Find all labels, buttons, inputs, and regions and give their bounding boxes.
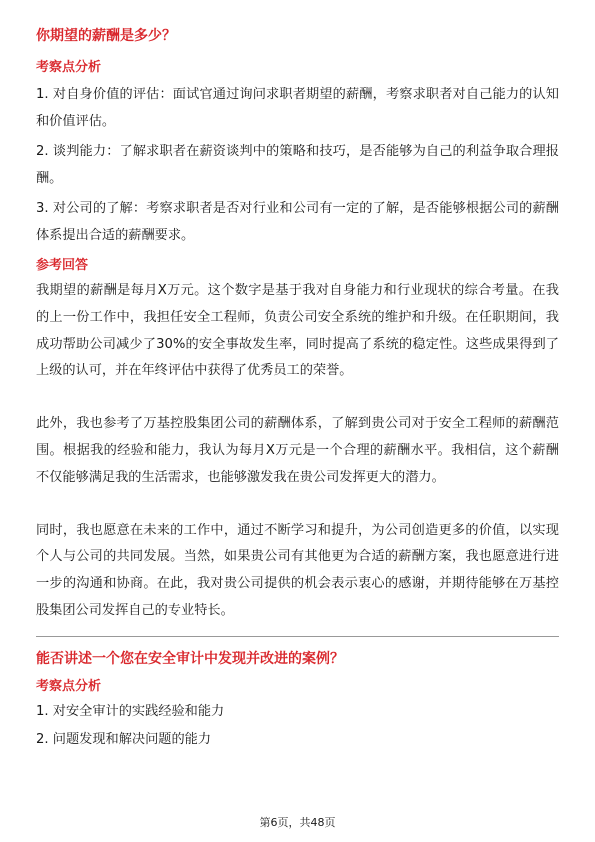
analysis-item: 3. 对公司的了解：考察求职者是否对行业和公司有一定的了解，是否能够根据公司的薪酬体系提出合适的薪酬要求。 <box>36 201 559 243</box>
analysis-item: 2. 谈判能力：了解求职者在薪资谈判中的策略和技巧，是否能够为自己的利益争取合理报酬。 <box>36 144 559 186</box>
section-divider <box>36 636 559 637</box>
analysis-heading: 考察点分析 <box>36 678 102 694</box>
answer-paragraph: 同时，我也愿意在未来的工作中，通过不断学习和提升，为公司创造更多的价值，以实现个人与公司的共同发展。当然，如果贵公司有其他更为合适的薪酬方案，我也愿意进行进一步的沟通和协商。在此，我对贵公司提供的机会表示衷心的感谢，并期待能够在万基控股集团公司发挥自己的专业特长。 <box>36 522 559 618</box>
answer-body <box>36 278 559 625</box>
analysis-list <box>36 82 559 249</box>
question-title: 你期望的薪酬是多少？ <box>36 28 176 44</box>
analysis-item: 1. 对安全审计的实践经验和能力 <box>36 703 225 719</box>
answer-heading: 参考回答 <box>36 258 89 273</box>
analysis-item: 1. 对自身价值的评估：面试官通过询问求职者期望的薪酬，考察求职者对自己能力的认知和价值评估。 <box>36 87 559 129</box>
answer-paragraph: 我期望的薪酬是每月X万元。这个数字是基于我对自身能力和行业现状的综合考量。在我的上一份工作中，我担任安全工程师，负责公司安全系统的维护和升级。在任职期间，我成功帮助公司减少了30%的安全事故发生率，同时提高了系统的稳定性。这些成果得到了上级的认可，并在年终评估中获得了优秀员工的荣誉。 <box>36 283 559 379</box>
page-number: 第6页，共48页 <box>259 816 336 829</box>
answer-paragraph: 此外，我也参考了万基控股集团公司的薪酬体系，了解到贵公司对于安全工程师的薪酬范围。根据我的经验和能力，我认为每月X万元是一个合理的薪酬水平。我相信，这个薪酬不仅能够满足我的生活需求，也能够激发我在贵公司发挥更大的潜力。 <box>36 416 559 485</box>
document-page <box>36 22 559 754</box>
analysis-heading: 考察点分析 <box>36 60 102 75</box>
analysis-list <box>36 699 559 754</box>
analysis-item: 2. 问题发现和解决问题的能力 <box>36 732 212 748</box>
question-title: 能否讲述一个您在安全审计中发现并改进的案例？ <box>36 650 344 667</box>
